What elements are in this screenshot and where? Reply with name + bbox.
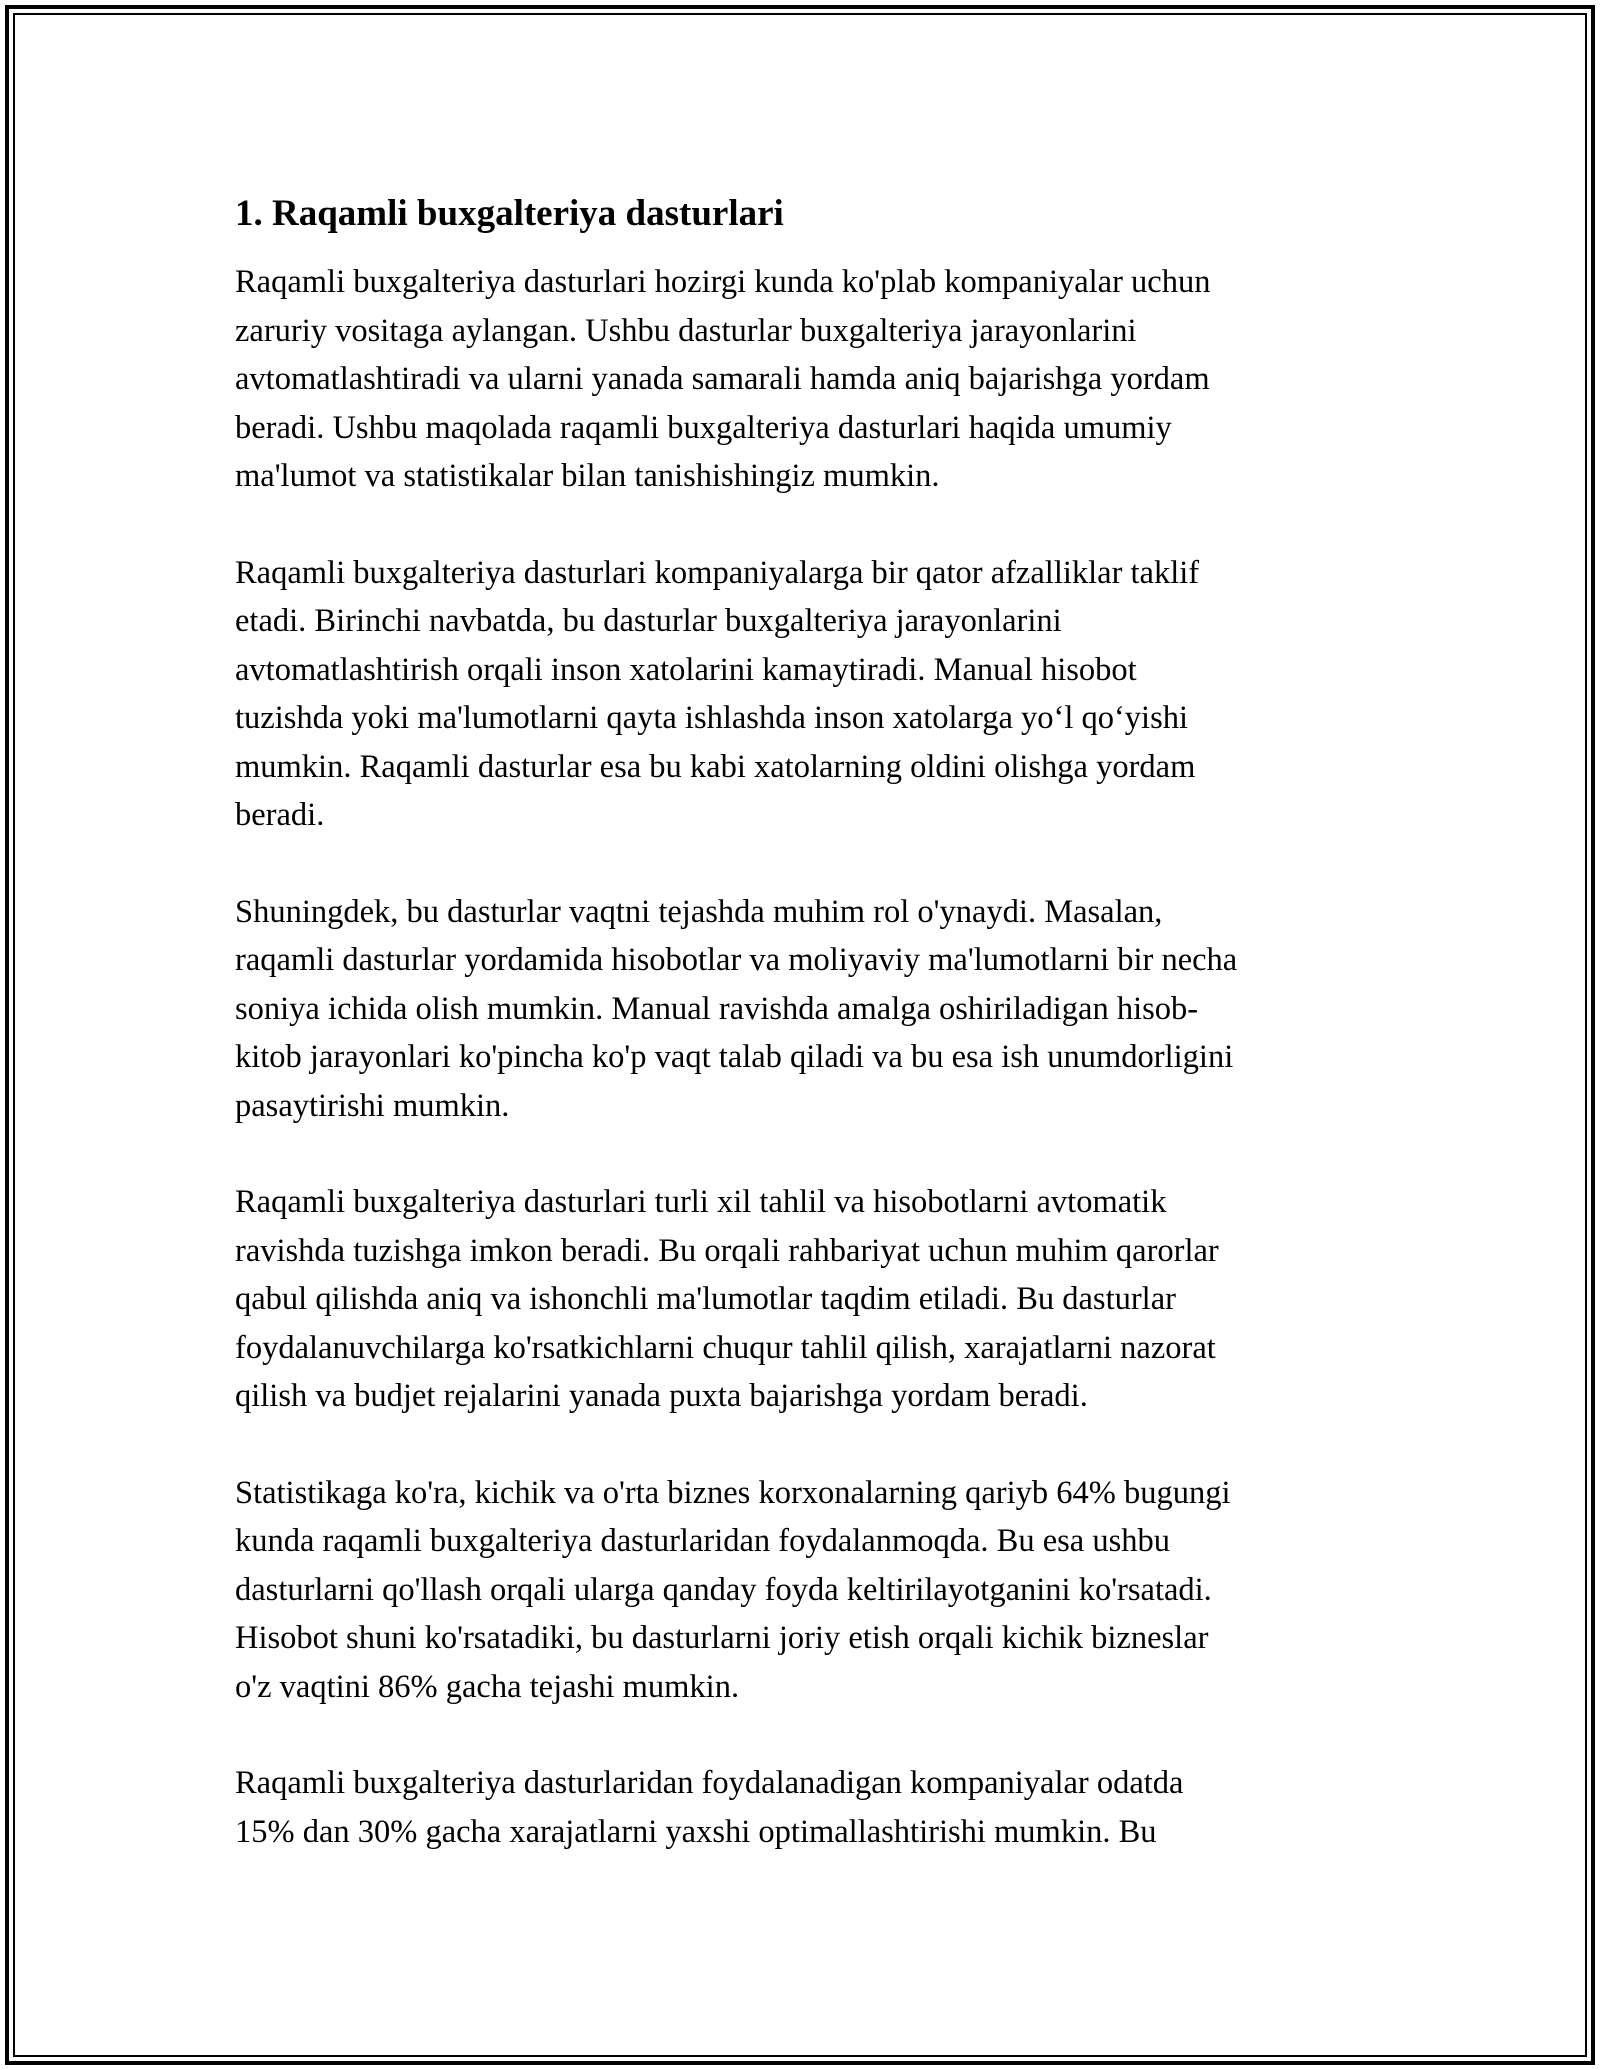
paragraph-line: dasturlarni qo'llash orqali ularga qanday foyda keltirilayotganini ko'rsatadi. [235, 1571, 1212, 1608]
paragraph-line: qilish va budjet rejalarini yanada puxta bajarishga yordam beradi. [235, 1378, 1088, 1414]
paragraph-line: Statistikaga ko'ra, kichik va o'rta biznes korxonalarning qariyb 64% bugungi [235, 1474, 1231, 1511]
paragraph-line: foydalanuvchilarga ko'rsatkichlarni chuqur tahlil qilish, xarajatlarni nazorat [235, 1329, 1216, 1366]
paragraph-line: Shuningdek, bu dasturlar vaqtni tejashda muhim rol o'ynaydi. Masalan, [235, 893, 1163, 930]
paragraph-4 [235, 1178, 1370, 1421]
paragraph-2 [235, 549, 1370, 840]
paragraph-1 [235, 258, 1370, 501]
paragraph-line: ravishda tuzishga imkon beradi. Bu orqali rahbariyat uchun muhim qarorlar [235, 1232, 1219, 1269]
paragraph-line: ma'lumot va statistikalar bilan tanishishingiz mumkin. [235, 458, 940, 494]
paragraph-line: zaruriy vositaga aylangan. Ushbu dasturlar buxgalteriya jarayonlarini [235, 312, 1137, 349]
paragraph-line: Raqamli buxgalteriya dasturlari kompaniyalarga bir qator afzalliklar taklif [235, 554, 1200, 591]
paragraph-line: raqamli dasturlar yordamida hisobotlar va moliyaviy ma'lumotlarni bir necha [235, 942, 1238, 978]
paragraph-line: Hisobot shuni ko'rsatadiki, bu dasturlarni joriy etish orqali kichik bizneslar [235, 1620, 1209, 1656]
paragraph-line: tuzishda yoki ma'lumotlarni qayta ishlashda inson xatolarga yo‘l qo‘yishi [235, 700, 1189, 736]
paragraph-line: pasaytirishi mumkin. [235, 1087, 510, 1124]
paragraph-line: Raqamli buxgalteriya dasturlaridan foydalanadigan kompaniyalar odatda [235, 1765, 1184, 1801]
paragraph-5 [235, 1469, 1370, 1712]
paragraph-line: beradi. Ushbu maqolada raqamli buxgalteriya dasturlari haqida umumiy [235, 409, 1172, 446]
paragraph-line: soniya ichida olish mumkin. Manual ravishda amalga oshiriladigan hisob- [235, 990, 1199, 1027]
document-body [235, 190, 1370, 1904]
paragraph-line: avtomatlashtirish orqali inson xatolarini kamaytiradi. Manual hisobot [235, 651, 1137, 688]
paragraph-line: avtomatlashtiradi va ularni yanada samarali hamda aniq bajarishga yordam [235, 361, 1210, 397]
paragraph-line: beradi. [235, 797, 325, 833]
paragraph-line: kitob jarayonlari ko'pincha ko'p vaqt talab qiladi va bu esa ish unumdorligini [235, 1039, 1234, 1075]
paragraph-line: etadi. Birinchi navbatda, bu dasturlar buxgalteriya jarayonlarini [235, 603, 1062, 639]
paragraph-line: o'z vaqtini 86% gacha tejashi mumkin. [235, 1668, 740, 1705]
section-heading: 1. Raqamli buxgalteriya dasturlari [235, 193, 784, 234]
paragraph-line: kunda raqamli buxgalteriya dasturlaridan foydalanmoqda. Bu esa ushbu [235, 1523, 1171, 1559]
paragraph-line: mumkin. Raqamli dasturlar esa bu kabi xatolarning oldini olishga yordam [235, 748, 1196, 785]
paragraph-line: qabul qilishda aniq va ishonchli ma'lumotlar taqdim etiladi. Bu dasturlar [235, 1281, 1176, 1317]
paragraph-3 [235, 888, 1370, 1131]
paragraph-line: Raqamli buxgalteriya dasturlari turli xil tahlil va hisobotlarni avtomatik [235, 1184, 1167, 1220]
paragraph-6 [235, 1759, 1370, 1856]
paragraph-line: 15% dan 30% gacha xarajatlarni yaxshi optimallashtirishi mumkin. Bu [235, 1813, 1157, 1850]
paragraph-line: Raqamli buxgalteriya dasturlari hozirgi kunda ko'plab kompaniyalar uchun [235, 264, 1211, 300]
